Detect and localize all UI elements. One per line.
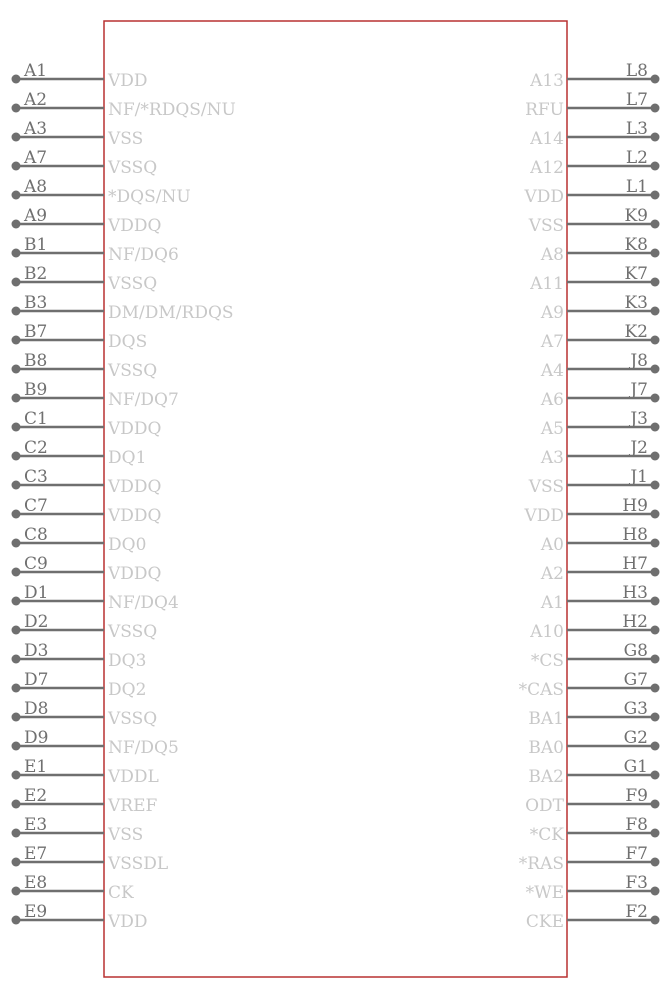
- pin-end-dot: [651, 858, 660, 867]
- pin-end-dot: [12, 75, 21, 84]
- pin-D3: [12, 641, 147, 671]
- pin-D2: [12, 612, 158, 642]
- pin-end-dot: [12, 162, 21, 171]
- pin-number-label: D8: [24, 699, 49, 719]
- pin-end-dot: [651, 423, 660, 432]
- pin-J3: [540, 409, 660, 439]
- pin-signal-name: *CS: [530, 651, 564, 671]
- pin-signal-name: BA2: [528, 767, 564, 787]
- pin-end-dot: [651, 684, 660, 693]
- pin-signal-name: CKE: [525, 912, 564, 932]
- pin-B3: [12, 293, 234, 323]
- pin-signal-name: VREF: [108, 796, 158, 816]
- pin-signal-name: VDD: [524, 187, 564, 207]
- pin-F3: [526, 873, 660, 903]
- pin-signal-name: A14: [530, 129, 564, 149]
- pin-end-dot: [651, 191, 660, 200]
- pin-signal-name: A8: [540, 245, 564, 265]
- pin-end-dot: [12, 887, 21, 896]
- pin-H9: [523, 496, 659, 526]
- pin-end-dot: [651, 539, 660, 548]
- pin-C9: [12, 554, 162, 584]
- pin-end-dot: [651, 162, 660, 171]
- pin-end-dot: [651, 278, 660, 287]
- pin-signal-name: NF/*RDQS/NU: [108, 100, 236, 120]
- pin-end-dot: [12, 278, 21, 287]
- pin-number-label: A9: [24, 206, 48, 226]
- pin-signal-name: VDDQ: [108, 419, 162, 439]
- pin-end-dot: [651, 568, 660, 577]
- pin-number-label: L7: [625, 90, 648, 110]
- pin-end-dot: [12, 684, 21, 693]
- pin-end-dot: [651, 887, 660, 896]
- pin-signal-name: VDDQ: [108, 506, 162, 526]
- pin-number-label: G2: [623, 728, 648, 748]
- pin-end-dot: [12, 568, 21, 577]
- pin-end-dot: [12, 626, 21, 635]
- right-pin-column: [519, 61, 660, 932]
- pin-D8: [12, 699, 158, 729]
- pin-signal-name: DQ0: [108, 535, 147, 555]
- pin-signal-name: A4: [540, 361, 564, 381]
- pin-C2: [12, 438, 147, 468]
- pin-number-label: L8: [625, 61, 648, 81]
- pin-G1: [528, 757, 659, 787]
- pin-signal-name: NF/DQ6: [108, 245, 179, 265]
- pin-end-dot: [12, 452, 21, 461]
- pin-F2: [526, 902, 660, 932]
- pin-signal-name: VSS: [528, 477, 564, 497]
- pin-signal-name: VSSQ: [108, 709, 158, 729]
- pin-end-dot: [651, 394, 660, 403]
- pin-number-label: J8: [630, 351, 648, 371]
- pin-F7: [519, 844, 660, 874]
- pin-B7: [12, 322, 148, 352]
- pin-end-dot: [12, 220, 21, 229]
- pin-signal-name: VSSQ: [108, 361, 158, 381]
- pin-signal-name: A5: [540, 419, 564, 439]
- pin-signal-name: VSS: [108, 825, 144, 845]
- pin-number-label: K3: [624, 293, 648, 313]
- pin-end-dot: [12, 829, 21, 838]
- pin-end-dot: [651, 829, 660, 838]
- pin-number-label: J1: [630, 467, 648, 487]
- pin-end-dot: [12, 771, 21, 780]
- pin-signal-name: A9: [540, 303, 564, 323]
- pin-number-label: E3: [24, 815, 48, 835]
- pin-E3: [12, 815, 144, 845]
- pin-signal-name: *DQS/NU: [108, 187, 191, 207]
- pin-E9: [12, 902, 148, 932]
- pin-number-label: K7: [624, 264, 648, 284]
- pin-end-dot: [12, 742, 21, 751]
- pin-signal-name: *CK: [529, 825, 564, 845]
- pin-D9: [12, 728, 179, 758]
- pin-number-label: G7: [623, 670, 648, 690]
- pin-signal-name: ODT: [525, 796, 564, 816]
- pin-end-dot: [651, 336, 660, 345]
- pin-end-dot: [12, 713, 21, 722]
- pin-signal-name: *WE: [525, 883, 564, 903]
- pin-number-label: E1: [24, 757, 48, 777]
- pin-number-label: J7: [630, 380, 648, 400]
- pin-signal-name: *RAS: [518, 854, 564, 874]
- pin-F9: [525, 786, 659, 816]
- pin-L7: [525, 90, 659, 120]
- pin-number-label: J2: [630, 438, 648, 458]
- pin-G3: [528, 699, 659, 729]
- pin-signal-name: VSSQ: [108, 158, 158, 178]
- pin-number-label: D3: [24, 641, 49, 661]
- pin-B2: [12, 264, 158, 294]
- pin-F8: [530, 815, 660, 845]
- pin-H3: [540, 583, 660, 613]
- pin-end-dot: [12, 307, 21, 316]
- pin-number-label: C9: [24, 554, 48, 574]
- pin-end-dot: [651, 597, 660, 606]
- pin-end-dot: [651, 655, 660, 664]
- pin-signal-name: VDD: [108, 912, 148, 932]
- pin-number-label: F9: [625, 786, 648, 806]
- pin-signal-name: A1: [540, 593, 564, 613]
- pin-signal-name: A12: [530, 158, 564, 178]
- pin-number-label: L2: [625, 148, 648, 168]
- pin-number-label: B2: [24, 264, 48, 284]
- pin-number-label: A7: [24, 148, 48, 168]
- pin-number-label: A8: [24, 177, 48, 197]
- pin-J1: [528, 467, 660, 497]
- pin-signal-name: NF/DQ4: [108, 593, 179, 613]
- pin-end-dot: [12, 800, 21, 809]
- pin-end-dot: [651, 626, 660, 635]
- pin-end-dot: [12, 104, 21, 113]
- pin-number-label: C7: [24, 496, 48, 516]
- pin-A8: [12, 177, 191, 207]
- pin-number-label: H9: [622, 496, 648, 516]
- pin-H7: [540, 554, 660, 584]
- pin-A7: [12, 148, 158, 178]
- pin-J2: [540, 438, 660, 468]
- pin-end-dot: [12, 481, 21, 490]
- pin-K8: [540, 235, 660, 265]
- pin-E2: [12, 786, 158, 816]
- pin-end-dot: [651, 713, 660, 722]
- pin-number-label: D9: [24, 728, 49, 748]
- pin-end-dot: [651, 771, 660, 780]
- pin-signal-name: VDDQ: [108, 477, 162, 497]
- pin-number-label: C1: [24, 409, 48, 429]
- pin-end-dot: [651, 481, 660, 490]
- pin-number-label: C8: [24, 525, 48, 545]
- pin-end-dot: [12, 510, 21, 519]
- pin-L2: [529, 148, 659, 178]
- pin-signal-name: VSS: [108, 129, 144, 149]
- pin-signal-name: VDDQ: [108, 216, 162, 236]
- pin-end-dot: [12, 539, 21, 548]
- component-body: [104, 21, 567, 977]
- pin-B8: [12, 351, 158, 381]
- pin-number-label: F7: [625, 844, 648, 864]
- pin-signal-name: A2: [540, 564, 564, 584]
- pin-D1: [12, 583, 179, 613]
- pin-number-label: G1: [623, 757, 648, 777]
- pin-end-dot: [651, 75, 660, 84]
- pin-number-label: F2: [625, 902, 648, 922]
- pin-end-dot: [12, 191, 21, 200]
- pin-signal-name: DQS: [108, 332, 148, 352]
- pin-number-label: K8: [624, 235, 648, 255]
- pin-signal-name: DQ3: [108, 651, 147, 671]
- pin-B1: [12, 235, 179, 265]
- pin-E1: [12, 757, 159, 787]
- pin-K2: [540, 322, 660, 352]
- pin-C3: [12, 467, 162, 497]
- pin-end-dot: [651, 133, 660, 142]
- pin-number-label: L1: [625, 177, 648, 197]
- pin-A3: [12, 119, 144, 149]
- pin-end-dot: [12, 249, 21, 258]
- pin-number-label: H8: [622, 525, 648, 545]
- pin-number-label: B7: [24, 322, 48, 342]
- pin-signal-name: VSSDL: [108, 854, 169, 874]
- pin-H2: [529, 612, 659, 642]
- pin-signal-name: *CAS: [518, 680, 564, 700]
- pin-number-label: L3: [625, 119, 648, 139]
- pin-signal-name: NF/DQ7: [108, 390, 179, 410]
- pin-C1: [12, 409, 162, 439]
- pin-end-dot: [12, 394, 21, 403]
- pin-number-label: F3: [625, 873, 648, 893]
- pin-signal-name: VSSQ: [108, 622, 158, 642]
- pin-signal-name: A6: [540, 390, 564, 410]
- pin-end-dot: [12, 133, 21, 142]
- pin-A2: [12, 90, 236, 120]
- pin-signal-name: BA0: [528, 738, 564, 758]
- pin-number-label: C2: [24, 438, 48, 458]
- pin-E8: [12, 873, 135, 903]
- pin-number-label: E9: [24, 902, 48, 922]
- pin-G8: [531, 641, 660, 671]
- pin-J7: [540, 380, 660, 410]
- pin-number-label: G3: [623, 699, 648, 719]
- pin-K3: [540, 293, 660, 323]
- pin-G2: [528, 728, 659, 758]
- pin-K9: [528, 206, 660, 236]
- pin-number-label: D2: [24, 612, 49, 632]
- pin-number-label: K2: [624, 322, 648, 342]
- pin-number-label: J3: [630, 409, 648, 429]
- pin-end-dot: [651, 510, 660, 519]
- pin-number-label: A1: [24, 61, 48, 81]
- pin-number-label: A2: [24, 90, 48, 110]
- pin-J8: [540, 351, 660, 381]
- pin-end-dot: [12, 336, 21, 345]
- pin-end-dot: [651, 104, 660, 113]
- pin-signal-name: DQ2: [108, 680, 147, 700]
- pin-signal-name: A0: [540, 535, 564, 555]
- pin-A1: [12, 61, 148, 91]
- pin-signal-name: VDDL: [108, 767, 159, 787]
- pin-signal-name: VDD: [524, 506, 564, 526]
- pin-signal-name: A13: [530, 71, 564, 91]
- pin-end-dot: [651, 220, 660, 229]
- pin-signal-name: NF/DQ5: [108, 738, 179, 758]
- pin-number-label: E2: [24, 786, 48, 806]
- pin-end-dot: [12, 916, 21, 925]
- pin-signal-name: RFU: [525, 100, 564, 120]
- pin-number-label: B8: [24, 351, 48, 371]
- pin-signal-name: A10: [530, 622, 564, 642]
- pin-K7: [529, 264, 659, 294]
- pin-number-label: G8: [623, 641, 648, 661]
- pin-end-dot: [12, 858, 21, 867]
- pin-number-label: D1: [24, 583, 49, 603]
- pin-end-dot: [12, 655, 21, 664]
- pin-signal-name: VDD: [108, 71, 148, 91]
- pin-end-dot: [651, 742, 660, 751]
- pin-end-dot: [651, 249, 660, 258]
- pin-number-label: E8: [24, 873, 48, 893]
- pin-number-label: H7: [622, 554, 648, 574]
- pin-number-label: K9: [624, 206, 648, 226]
- pin-end-dot: [651, 307, 660, 316]
- pin-signal-name: DQ1: [108, 448, 147, 468]
- pin-D7: [12, 670, 147, 700]
- pin-H8: [540, 525, 660, 555]
- pin-signal-name: DM/DM/RDQS: [108, 303, 234, 323]
- pin-end-dot: [651, 452, 660, 461]
- left-pin-column: [12, 61, 236, 932]
- pin-signal-name: A3: [540, 448, 564, 468]
- pin-end-dot: [12, 423, 21, 432]
- pin-C7: [12, 496, 162, 526]
- pin-number-label: A3: [24, 119, 48, 139]
- pin-number-label: H2: [622, 612, 648, 632]
- pin-signal-name: VDDQ: [108, 564, 162, 584]
- pin-number-label: E7: [24, 844, 48, 864]
- pin-signal-name: A7: [540, 332, 564, 352]
- pin-E7: [12, 844, 169, 874]
- pin-number-label: B3: [24, 293, 48, 313]
- pin-signal-name: CK: [108, 883, 134, 903]
- pin-number-label: D7: [24, 670, 49, 690]
- pin-B9: [12, 380, 179, 410]
- pin-end-dot: [12, 597, 21, 606]
- pin-end-dot: [651, 916, 660, 925]
- pin-signal-name: VSSQ: [108, 274, 158, 294]
- pin-signal-name: A11: [530, 274, 564, 294]
- pin-end-dot: [12, 365, 21, 374]
- pin-A9: [12, 206, 162, 236]
- pin-number-label: H3: [622, 583, 648, 603]
- pin-L3: [529, 119, 659, 149]
- pin-number-label: B1: [24, 235, 48, 255]
- pin-end-dot: [651, 800, 660, 809]
- pin-signal-name: BA1: [528, 709, 564, 729]
- pin-L1: [523, 177, 659, 207]
- pin-G7: [519, 670, 660, 700]
- pin-L8: [529, 61, 659, 91]
- pin-number-label: C3: [24, 467, 48, 487]
- pin-end-dot: [651, 365, 660, 374]
- pin-signal-name: VSS: [528, 216, 564, 236]
- pin-number-label: B9: [24, 380, 48, 400]
- pin-C8: [12, 525, 147, 555]
- pin-number-label: F8: [625, 815, 648, 835]
